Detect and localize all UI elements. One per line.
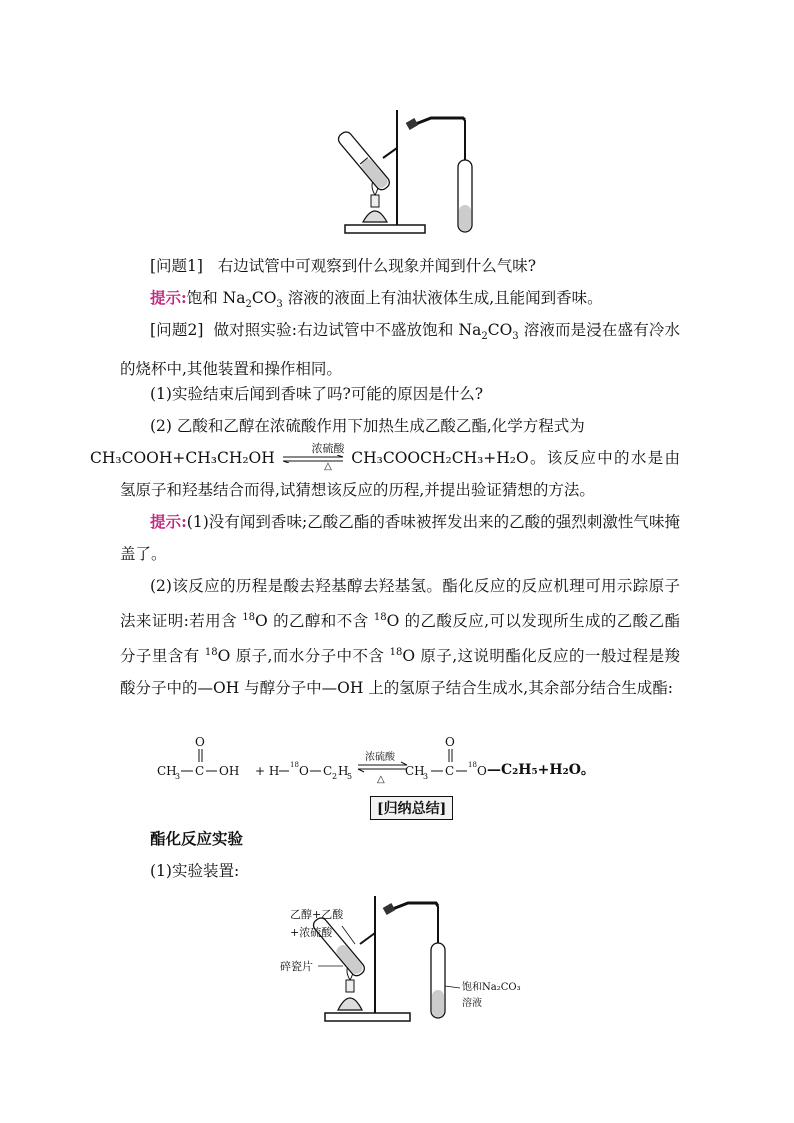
question-2-text-c: 溶液而是浸在盛有冷水的烧杯中,其他装置和操作相同。 — [120, 321, 680, 379]
hint-1-text-b: CO — [251, 289, 277, 307]
hint-2-part-2-a: (2)该反应的历程是酸去羟基醇去羟基氢。酯化反应的反应机理可用示踪原子法来证明:若用含 — [120, 577, 680, 631]
arrow-condition-bottom: △ — [377, 774, 385, 785]
hint-1-sub-a: 2 — [245, 299, 252, 311]
isotope-label-2: 18 — [468, 761, 477, 769]
section-title: 酯化反应实验 — [150, 829, 244, 848]
isotope-sup-d: 18 — [389, 647, 403, 659]
hint-2-part-2 — [120, 570, 680, 704]
ethyl-sub-5: 5 — [347, 772, 353, 781]
carbonyl-carbon-2: C — [445, 764, 455, 778]
hint-2-part-2-c: O 的乙酸反应,可以发现所生成的乙酸乙酯分子里含有 — [120, 612, 680, 666]
label-reagents-line2: +浓硫酸 — [290, 926, 333, 939]
product-tail: —C₂H₅+H₂O。 — [487, 762, 595, 778]
carbonyl-oxygen-2: O — [445, 735, 455, 749]
oxygen-18-2: O — [477, 764, 487, 778]
methyl-sub-1: 3 — [175, 772, 181, 781]
hint-1-label: 提示: — [150, 288, 187, 307]
ethyl-c: C — [323, 764, 333, 778]
isotope-sup-c: 18 — [204, 647, 218, 659]
carbonyl-carbon-1: C — [195, 764, 205, 778]
hint-2-part-2-e: O 原子,这说明酯化反应的一般过程是羧酸分子中的—OH 与醇分子中—OH 上的氢原子结合生成水,其余部分结合生成酯: — [120, 647, 680, 698]
hint-1-text-a: 饱和 Na — [186, 289, 246, 307]
label-receiver-line1: 饱和Na₂CO₃ — [462, 982, 521, 993]
methyl-group-1: CH — [157, 764, 177, 778]
ethyl-sub-2: 2 — [332, 772, 338, 781]
item-1-label: (1)实验装置: — [150, 862, 240, 880]
equation-right: CH₃COOCH₂CH₃+H₂O。 — [351, 449, 547, 467]
label-porcelain-chips: 碎瓷片 — [280, 960, 313, 973]
question-2-label: [问题2] — [150, 321, 204, 339]
hint-1-sub-b: 3 — [276, 299, 283, 311]
methyl-group-2: CH — [405, 764, 425, 778]
question-2-part-2 — [90, 410, 680, 506]
hint-2-part-2-d: O 原子,而水分子中不含 — [217, 647, 390, 666]
question-2-part-1: (1)实验结束后闻到香味了吗?可能的原因是什么? — [150, 385, 484, 403]
esterification-structural-equation — [155, 735, 625, 785]
question-1-text: 右边试管中可观察到什么现象并闻到什么气味? — [217, 257, 537, 275]
equation-left: CH₃COOH+CH₃CH₂OH — [90, 449, 275, 467]
isotope-label-1: 18 — [290, 761, 299, 769]
hint-1-text-c: 溶液的液面上有油状液体生成,且能闻到香味。 — [282, 289, 603, 307]
arrow-condition-top: 浓硫酸 — [365, 752, 395, 763]
question-2-sub-a: 2 — [481, 331, 488, 343]
hint-2-part-2-b: O 的乙醇和不含 — [255, 612, 374, 631]
isotope-sup-a: 18 — [242, 612, 256, 623]
hint-2-text: (1)没有闻到香味;乙酸乙酯的香味被挥发出来的乙酸的强烈刺激性气味掩盖了。 — [120, 513, 680, 563]
question-2 — [120, 314, 680, 385]
plus-hydrogen: + H — [255, 764, 280, 778]
methyl-sub-2: 3 — [423, 772, 429, 781]
question-2-part-2-after: 该反应中的水是由氢原子和羟基结合而得,试猜想该反应的历程,并提出验证猜想的方法。 — [120, 449, 680, 499]
condition-catalyst: 浓硫酸 — [311, 442, 345, 455]
hint-2 — [120, 506, 680, 570]
question-2-sub-b: 3 — [512, 331, 519, 343]
question-2-text-b: CO — [487, 321, 513, 339]
question-1 — [120, 250, 680, 282]
ethyl-h: H — [338, 764, 349, 778]
label-reagents-line1: 乙醇+乙酸 — [290, 908, 344, 921]
hint-2-label: 提示: — [150, 512, 187, 531]
question-2-part-2-intro: (2) 乙酸和乙醇在浓硫酸作用下加热生成乙酸乙酯,化学方程式为 — [150, 417, 585, 435]
apparatus-figure-labeled — [280, 888, 540, 1028]
reaction-condition — [281, 444, 345, 474]
condition-heat: △ — [324, 461, 332, 472]
isotope-sup-b: 18 — [373, 612, 387, 623]
question-1-label: [问题1] — [150, 257, 203, 275]
apparatus-figure-top — [335, 100, 495, 240]
hydroxyl-group: OH — [219, 764, 240, 778]
label-receiver-line2: 溶液 — [462, 998, 482, 1009]
oxygen-18-1: O — [299, 764, 309, 778]
summary-tag: [归纳总结] — [370, 796, 453, 820]
question-2-text-a: 做对照实验:右边试管中不盛放饱和 Na — [213, 321, 482, 339]
carbonyl-oxygen-1: O — [195, 735, 205, 749]
